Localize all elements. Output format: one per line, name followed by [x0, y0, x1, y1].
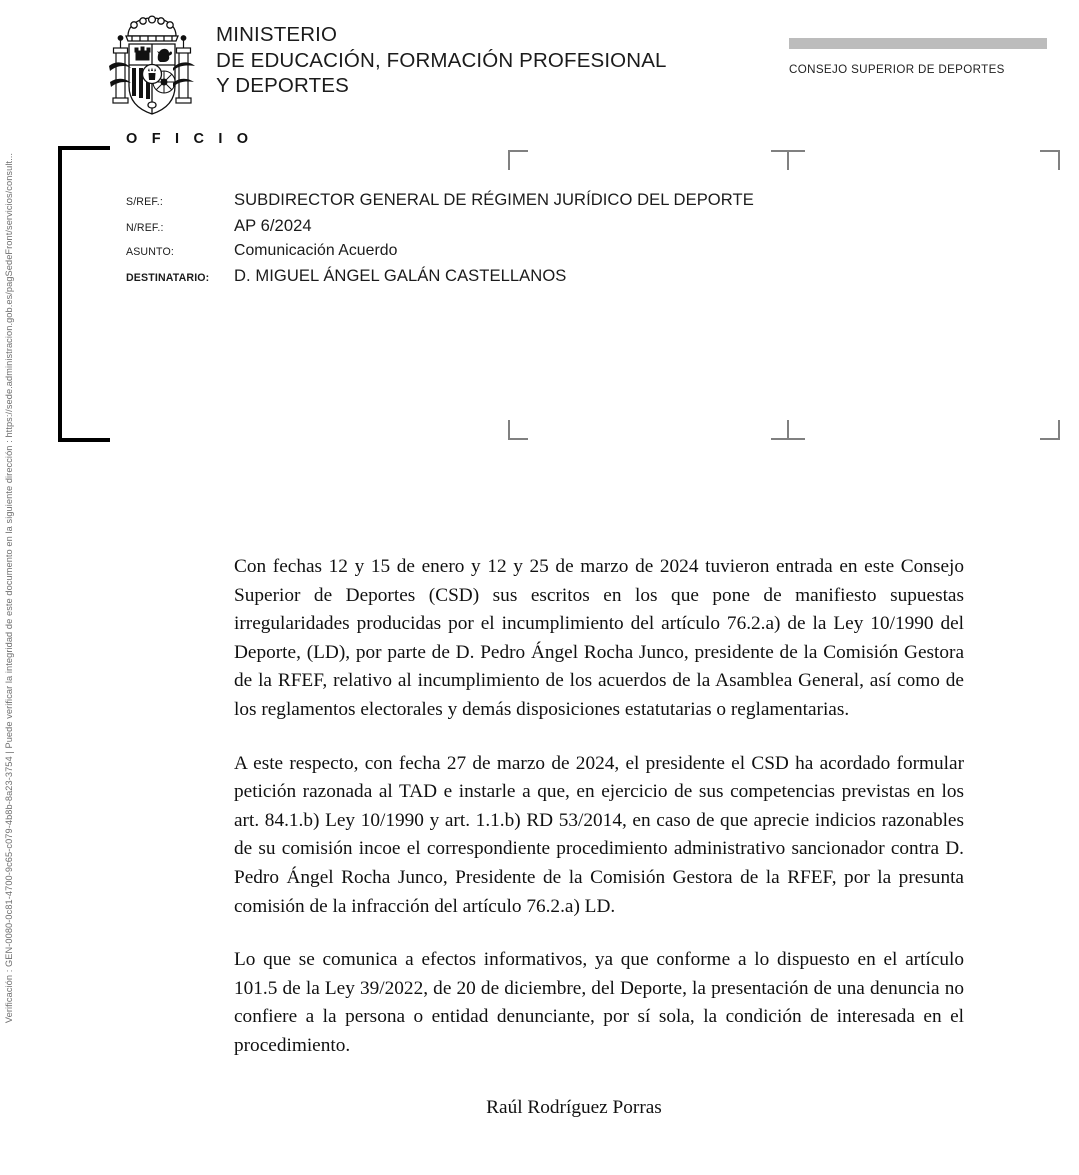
document-header [0, 0, 1079, 130]
verification-strip [0, 0, 18, 1175]
reference-row-sref [126, 190, 886, 210]
reference-row-asunto [126, 242, 886, 260]
crop-mark-bottom-left [508, 420, 528, 440]
verification-code-text: Verificación : GEN-0080-0c81-4700-9c65-c079-4b8b-8a23-3754 | Puede verificar la integridad de este documento en la siguiente dirección : https://sede.administracion.gob.es/pagSedeFront/servicios/consult... [4, 152, 14, 1023]
reference-label-sref: S/REF.: [126, 196, 163, 208]
page-title: O F I C I O [126, 131, 254, 147]
organism-block [789, 38, 1051, 76]
body-paragraph-3: Lo que se comunica a efectos informativos, ya que conforme a lo dispuesto en el artículo 101.5 de la Ley 39/2022, de 20 de diciembre, del Deporte, la presentación de una denuncia no confiere a la persona o entidad denunciante, por sí sola, la condición de interesada en el procedimiento. [234, 949, 964, 1056]
reference-value-asunto: Comunicación Acuerdo [234, 242, 398, 259]
reference-value-sref: SUBDIRECTOR GENERAL DE RÉGIMEN JURÍDICO DEL DEPORTE [234, 190, 754, 209]
reference-value-destinatario: D. MIGUEL ÁNGEL GALÁN CASTELLANOS [234, 266, 567, 285]
reference-label-destinatario: DESTINATARIO: [126, 272, 210, 284]
escudo-de-espana-icon [96, 10, 208, 122]
crop-mark-top-left [508, 150, 528, 170]
document-bracket [58, 146, 110, 442]
crop-mark-top-center [771, 150, 805, 170]
crop-mark-top-right [1040, 150, 1060, 170]
crop-mark-bottom-right [1040, 420, 1060, 440]
crop-mark-bottom-center [771, 420, 805, 440]
ministry-line-1: MINISTERIO [216, 23, 338, 46]
reference-row-nref [126, 216, 886, 236]
ministry-line-3: Y DEPORTES [216, 74, 349, 97]
body-paragraph-1: Con fechas 12 y 15 de enero y 12 y 25 de marzo de 2024 tuvieron entrada en este Consejo Superior de Deportes (CSD) sus escritos en los que pone de manifiesto supuestas irregularidades producidas por el incumplimiento del artículo 76.2.a) de la Ley 10/1990 del Deporte, (LD), por parte de D. Pedro Ángel Rocha Junco, presidente de la Comisión Gestora de la RFEF, relativo al incumplimiento de los acuerdos de la Asamblea General, así como de los reglamentos electorales y demás disposiciones estatutarias o reglamentarias. [234, 556, 964, 720]
body-paragraph-2: A este respecto, con fecha 27 de marzo de 2024, el presidente el CSD ha acordado formular petición razonada al TAD e instarle a que, en ejercicio de sus competencias previstas en los art. 84.1.b) Ley 10/1990 y art. 1.1.b) RD 53/2014, en caso de que aprecie indicios razonables de su comisión incoe el correspondiente procedimiento administrativo sancionador contra D. Pedro Ángel Rocha Junco, Presidente de la Comisión Gestora de la RFEF, por la presunta comisión de la infracción del artículo 76.2.a) LD. [234, 752, 964, 917]
reference-label-nref: N/REF.: [126, 222, 164, 234]
ministry-line-2: DE EDUCACIÓN, FORMACIÓN PROFESIONAL [216, 48, 667, 72]
ministry-name [216, 22, 667, 99]
organism-bar [789, 38, 1047, 49]
reference-row-destinatario [126, 266, 886, 286]
reference-label-asunto: ASUNTO: [126, 246, 174, 258]
reference-block [126, 190, 886, 292]
signature-name: Raúl Rodríguez Porras [486, 1097, 662, 1118]
reference-value-nref: AP 6/2024 [234, 216, 312, 235]
document-body [234, 553, 964, 1061]
organism-label: CONSEJO SUPERIOR DE DEPORTES [789, 63, 1005, 76]
